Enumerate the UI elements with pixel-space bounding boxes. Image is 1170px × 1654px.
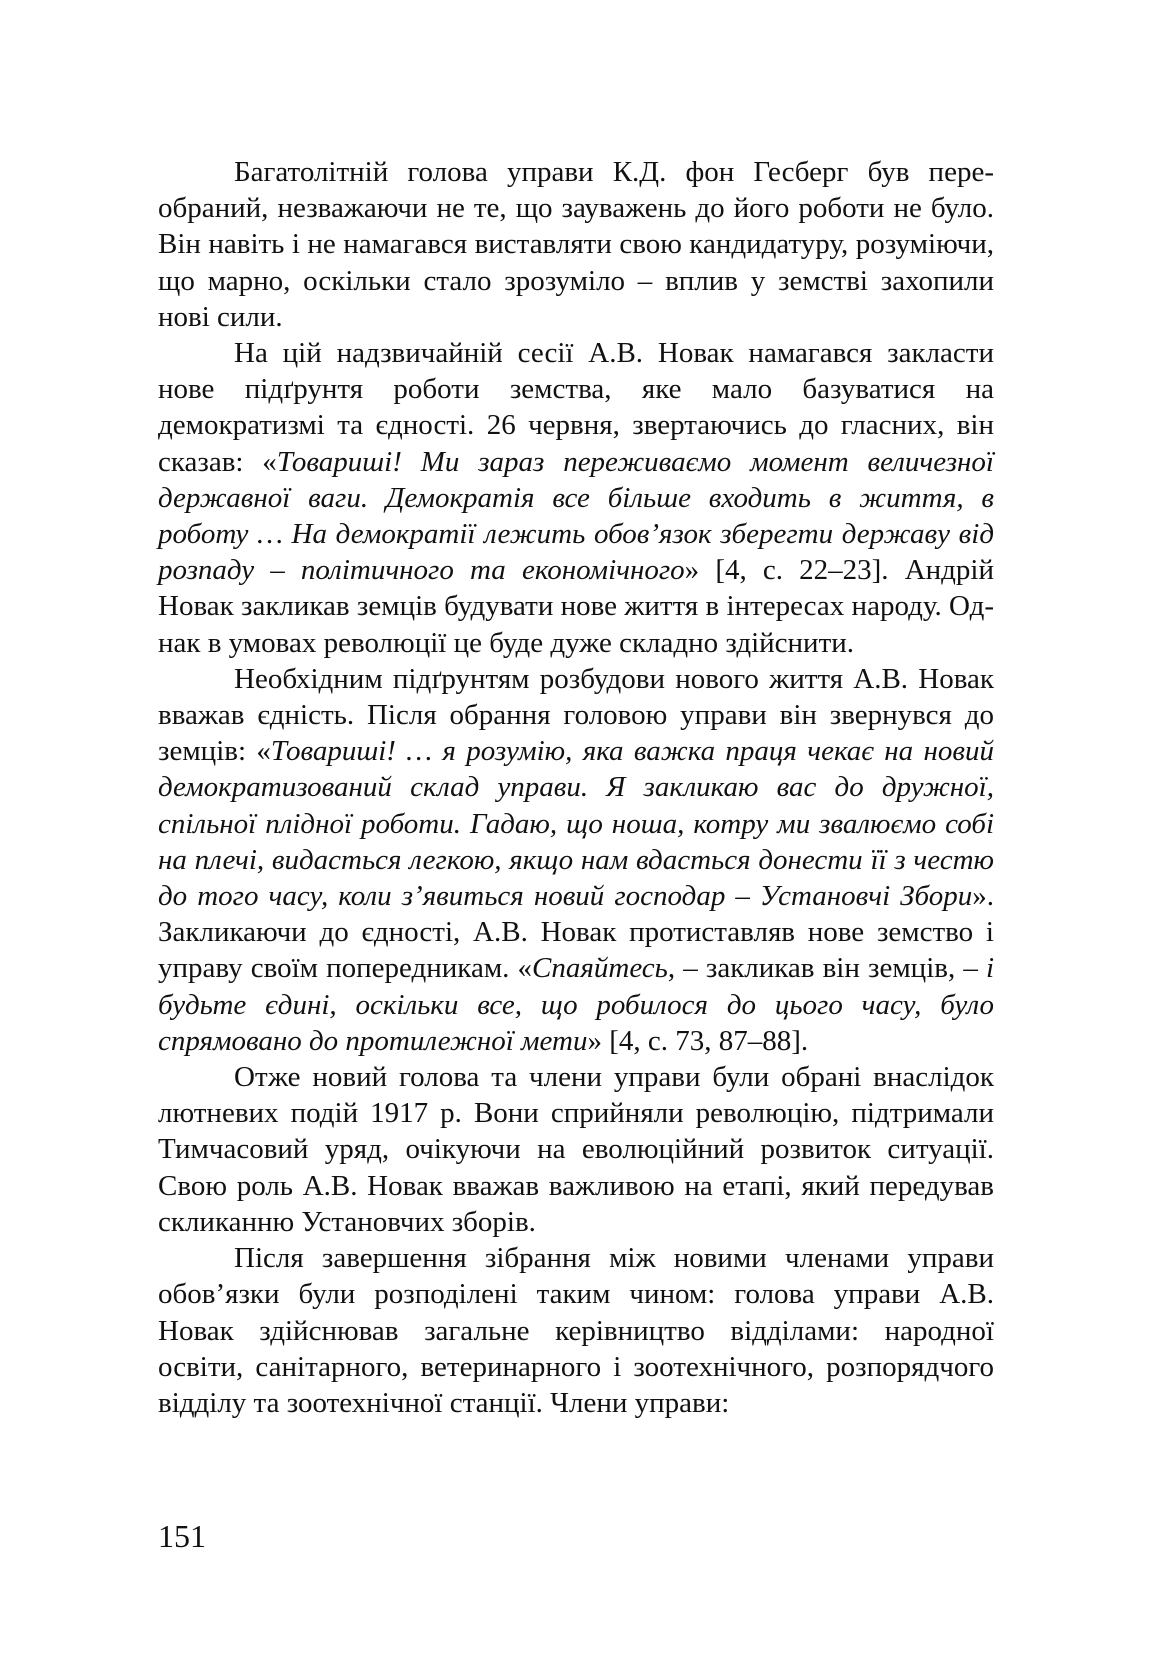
text-run: Після завершення зібрання між новими членами управи обов’язки були розподілені таким чином: голова управи А.В. Новак здійснював загальне керівництво відділами: народної освіти, санітарного, ветеринарного і зоотехнічного, розпорядчого відділу та зоотехнічної станції. Члени управи:	[158, 1242, 994, 1419]
text-run: ». Закликаючи до єдності, А.В. Новак протиставляв нове земство і управу своїм попередникам. «	[158, 880, 994, 985]
text-run: » [4, с. 22–23]. Андрій Новак закликав земців будувати нове життя в інтересах народу. Однак в умовах революції це буде дуже складно здійснити.	[158, 554, 995, 659]
quote-text: і будьте єдині, оскільки все, що робилося до цього часу, було спрямовано до протилежної мети	[158, 952, 994, 1057]
quote-text: Товариші! … я розумію, яка важка праця чекає на новий демократизований склад управи. Я закликаю вас до дружної, спільної плідної роботи. Гадаю, що ноша, котру ми звалюємо собі на плечі, видасться легкою, якщо нам вдасться донести її з честю до того часу, коли з’явиться новий господар – Установчі Збори	[158, 735, 994, 913]
body-text	[158, 154, 994, 1421]
page-number: 151	[158, 1518, 206, 1554]
text-run: Отже новий голова та члени управи були обрані внаслідок лютневих подій 1917 р. Вони сприйняли революцію, підтримали Тимчасовий уряд, очікуючи на еволюційний розвиток ситуації. Свою роль А.В. Новак вважав важливою на етапі, який передував скликанню Установчих зборів.	[158, 1061, 994, 1238]
text-run: , – закликав він земців, –	[667, 952, 986, 985]
paragraph-4	[158, 1059, 994, 1240]
text-run: Багатолітній голова управи К.Д. фон Гесберг був переобраний, незважаючи не те, що зауважень до його роботи не було. Він навіть і не намагався виставляти свою кандидатуру, розуміючи, що марно, оскільки стало зрозуміло – вплив у земстві захопили нові сили.	[158, 156, 994, 333]
quote-text: Спаяйтесь	[532, 952, 668, 985]
paragraph-3	[158, 661, 994, 1059]
text-run: На цій надзвичайній сесії А.В. Новак намагався закласти нове підґрунтя роботи земства, яке мало базуватися на демократизмі та єдності. 26 червня, звертаючись до гласних, він сказав: «	[158, 337, 994, 478]
text-run: Необхідним підґрунтям розбудови нового життя А.В. Новак вважав єдність. Після обрання головою управи він звернувся до земців: «	[158, 662, 994, 768]
paragraph-2	[158, 335, 994, 661]
quote-text: Товариші! Ми зараз переживаємо момент величезної державної ваги. Демократія все більше входить в життя, в роботу … На демократії лежить обов’язок зберегти державу від розпаду – політичного та економічного	[158, 445, 994, 587]
paragraph-5	[158, 1240, 994, 1421]
paragraph-1	[158, 154, 994, 335]
text-run: » [4, с. 73, 87–88].	[587, 1024, 809, 1057]
